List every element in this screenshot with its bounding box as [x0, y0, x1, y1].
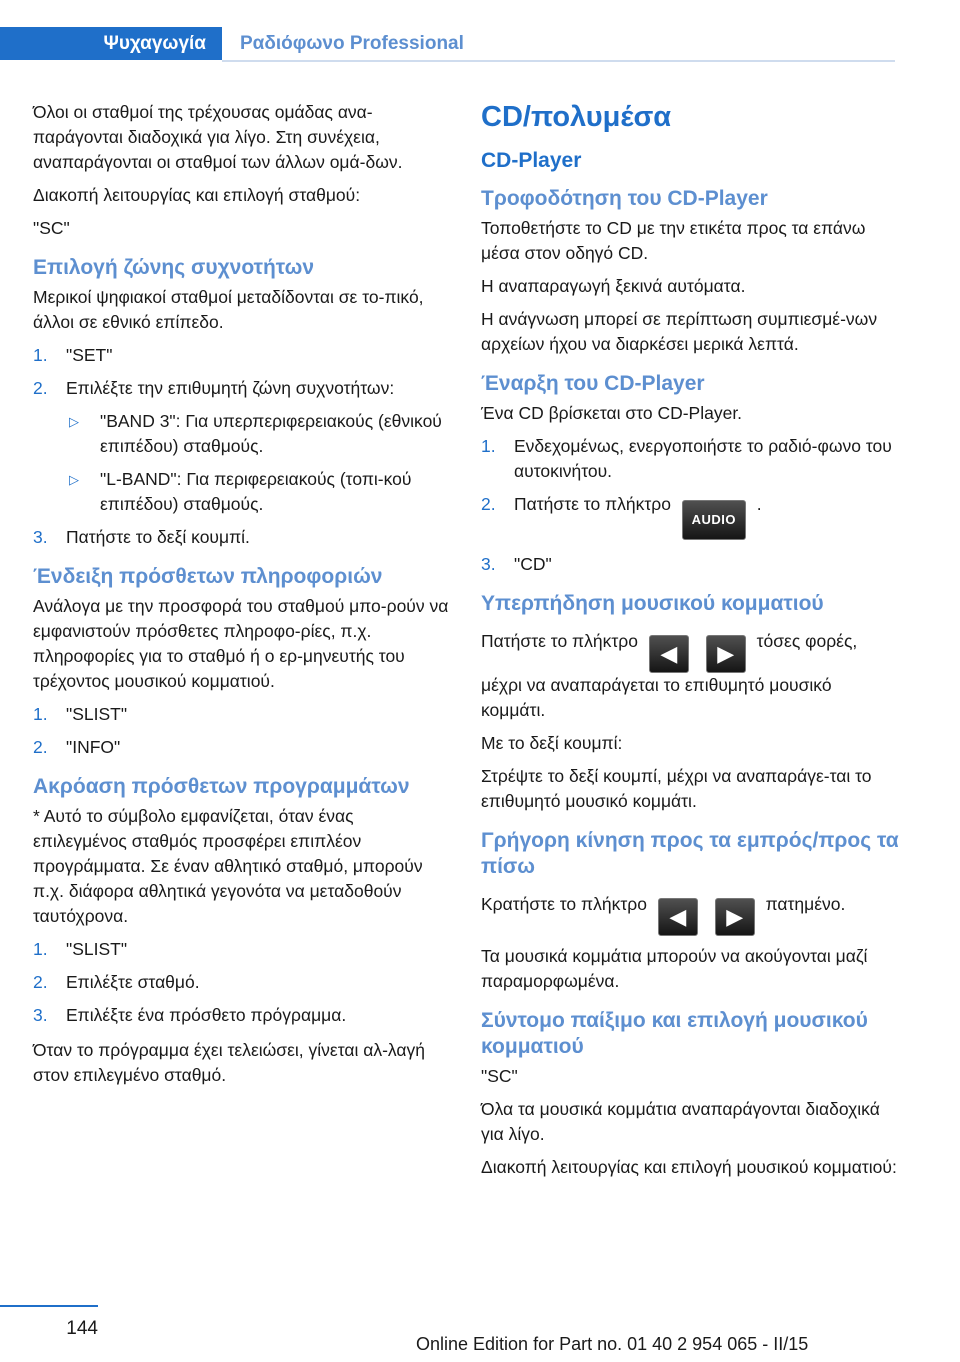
text-span: τόσες φορές, μέχρι να αναπαράγεται το επιθυμητό μουσικό κομμάτι. — [481, 631, 858, 720]
heading-skip-track: Υπερπήδηση μουσικού κομματιού — [481, 592, 824, 615]
paragraph — [481, 629, 899, 723]
paragraph: Διακοπή λειτουργίας και επιλογή μουσικού κομματιού: — [481, 1157, 897, 1177]
step-number: 1. — [33, 345, 48, 365]
step-number: 3. — [33, 527, 48, 547]
paragraph: "SC" — [481, 1066, 518, 1086]
list-item — [33, 735, 451, 760]
heading-additional-info: Ένδειξη πρόσθετων πληροφοριών — [33, 565, 383, 588]
paragraph: "SC" — [33, 218, 70, 238]
list-item — [481, 492, 899, 540]
triangle-bullet-icon: ▷ — [69, 472, 79, 487]
paragraph: Τοποθετήστε το CD με την ετικέτα προς τα επάνω μέσα στον οδηγό CD. — [481, 218, 866, 263]
paragraph: Διακοπή λειτουργίας και επιλογή σταθμού: — [33, 185, 361, 205]
list-item — [33, 525, 451, 550]
sub-text: "BAND 3": Για υπερπεριφερειακούς (εθνικού επιπέδου) σταθμούς. — [100, 411, 442, 456]
steps-list — [33, 937, 451, 1028]
left-column — [33, 100, 451, 1096]
chapter-tab: Ψυχαγωγία — [0, 27, 222, 60]
step-number: 2. — [33, 378, 48, 398]
paragraph — [481, 892, 899, 936]
paragraph: Η ανάγνωση μπορεί σε περίπτωση συμπιεσμέ‐νων αρχείων ήχου να διαρκέσει μερικά λεπτά. — [481, 309, 878, 354]
paragraph: Όταν το πρόγραμμα έχει τελειώσει, γίνεται αλ‐λαγή στον επιλεγμένο σταθμό. — [33, 1040, 426, 1085]
step-number: 2. — [33, 972, 48, 992]
step-text: Επιλέξτε σταθμό. — [66, 972, 200, 992]
step-text: Πατήστε το δεξί κουμπί. — [66, 527, 250, 547]
paragraph: Ανάλογα με την προσφορά του σταθμού μπο‐ρούν να εμφανιστούν πρόσθετες πληροφο‐ρίες, π.χ. πληροφορίες για το σταθμό ή ο ερ‐μηνευτής του τρέχοντος μουσικού κομματιού. — [33, 596, 449, 691]
sub-list — [66, 409, 451, 517]
header-rule — [222, 60, 895, 62]
step-text: Επιλέξτε την επιθυμητή ζώνη συχνοτήτων: — [66, 378, 395, 398]
step-text: Επιλέξτε ένα πρόσθετο πρόγραμμα. — [66, 1005, 347, 1025]
step-text: "CD" — [514, 554, 552, 574]
audio-button-icon: AUDIO — [682, 500, 746, 540]
section-title: CD/πολυμέσα — [481, 101, 672, 133]
footer-rule — [0, 1305, 98, 1307]
edition-note: Online Edition for Part no. 01 40 2 954 065 - II/15 — [416, 1334, 809, 1354]
step-text: . — [756, 494, 762, 514]
step-number: 3. — [33, 1005, 48, 1025]
list-item — [33, 970, 451, 995]
step-text: "INFO" — [66, 737, 121, 757]
heading-frequency-band: Επιλογή ζώνης συχνοτήτων — [33, 256, 315, 279]
header-tabs — [0, 27, 960, 62]
fast-forward-icon: ▶ — [715, 898, 755, 936]
heading-start-cd: Έναρξη του CD-Player — [481, 372, 705, 395]
paragraph: Όλοι οι σταθμοί της τρέχουσας ομάδας ανα‐παράγονται διαδοχικά για λίγο. Στη συνέχεια, αναπαράγονται οι σταθμοί των άλλων ομά‐δων. — [33, 102, 403, 172]
text-span: Κρατήστε το πλήκτρο — [481, 894, 647, 914]
paragraph: * Αυτό το σύμβολο εμφανίζεται, όταν ένας επιλεγμένος σταθμός προσφέρει επιπλέον προγράμματα. Σε έναν αθλητικό σταθμό, μπορούν π.χ. διάφορα αθλητικά γεγονότα να μεταδοθούν ταυτόχρονα. — [33, 806, 423, 926]
heading-fast-forward: Γρήγορη κίνηση προς τα εμπρός/προς τα πίσω — [481, 829, 899, 878]
step-number: 3. — [481, 554, 496, 574]
sub-list-item — [66, 409, 451, 459]
steps-list — [481, 434, 899, 577]
list-item — [33, 376, 451, 517]
list-item — [33, 1003, 451, 1028]
paragraph: Όλα τα μουσικά κομμάτια αναπαράγονται διαδοχικά για λίγο. — [481, 1099, 880, 1144]
heading-additional-programs: Ακρόαση πρόσθετων προγραμμάτων — [33, 775, 410, 798]
next-track-icon: ▶ — [706, 635, 746, 673]
step-text: "SET" — [66, 345, 113, 365]
page-number: 144 — [66, 1318, 98, 1339]
paragraph: Μερικοί ψηφιακοί σταθμοί μεταδίδονται σε το‐πικό, άλλοι σε εθνικό επίπεδο. — [33, 287, 424, 332]
list-item — [481, 434, 899, 484]
step-number: 2. — [33, 737, 48, 757]
list-item — [33, 702, 451, 727]
step-text: Πατήστε το πλήκτρο — [514, 494, 671, 514]
steps-list — [33, 343, 451, 550]
step-text: "SLIST" — [66, 704, 128, 724]
heading-scan: Σύντομο παίξιμο και επιλογή μουσικού κομματιού — [481, 1009, 868, 1058]
rewind-icon: ◀ — [658, 898, 698, 936]
list-item — [33, 343, 451, 368]
previous-track-icon: ◀ — [649, 635, 689, 673]
text-span: πατημένο. — [765, 894, 846, 914]
step-text: Ενδεχομένως, ενεργοποιήστε το ραδιό‐φωνο του αυτοκινήτου. — [514, 436, 892, 481]
heading-load-cd: Τροφοδότηση του CD-Player — [481, 187, 768, 210]
triangle-bullet-icon: ▷ — [69, 414, 79, 429]
section-subtitle: CD-Player — [481, 149, 582, 172]
section-tab: Ραδιόφωνο Professional — [240, 33, 464, 54]
paragraph: Στρέψτε το δεξί κουμπί, μέχρι να αναπαράγε‐ται το επιθυμητό μουσικό κομμάτι. — [481, 766, 872, 811]
sub-list-item — [66, 467, 451, 517]
sub-text: "L-BAND": Για περιφερειακούς (τοπι‐κού επιπέδου) σταθμούς. — [100, 469, 412, 514]
step-text: "SLIST" — [66, 939, 128, 959]
paragraph: Τα μουσικά κομμάτια μπορούν να ακούγονται μαζί παραμορφωμένα. — [481, 946, 868, 991]
step-number: 1. — [33, 704, 48, 724]
paragraph: Ένα CD βρίσκεται στο CD-Player. — [481, 403, 743, 423]
list-item — [481, 552, 899, 577]
step-number: 1. — [33, 939, 48, 959]
paragraph: Με το δεξί κουμπί: — [481, 733, 623, 753]
step-number: 2. — [481, 494, 496, 514]
paragraph: Η αναπαραγωγή ξεκινά αυτόματα. — [481, 276, 746, 296]
steps-list — [33, 702, 451, 760]
right-column — [481, 100, 899, 1188]
list-item — [33, 937, 451, 962]
step-number: 1. — [481, 436, 496, 456]
text-span: Πατήστε το πλήκτρο — [481, 631, 638, 651]
